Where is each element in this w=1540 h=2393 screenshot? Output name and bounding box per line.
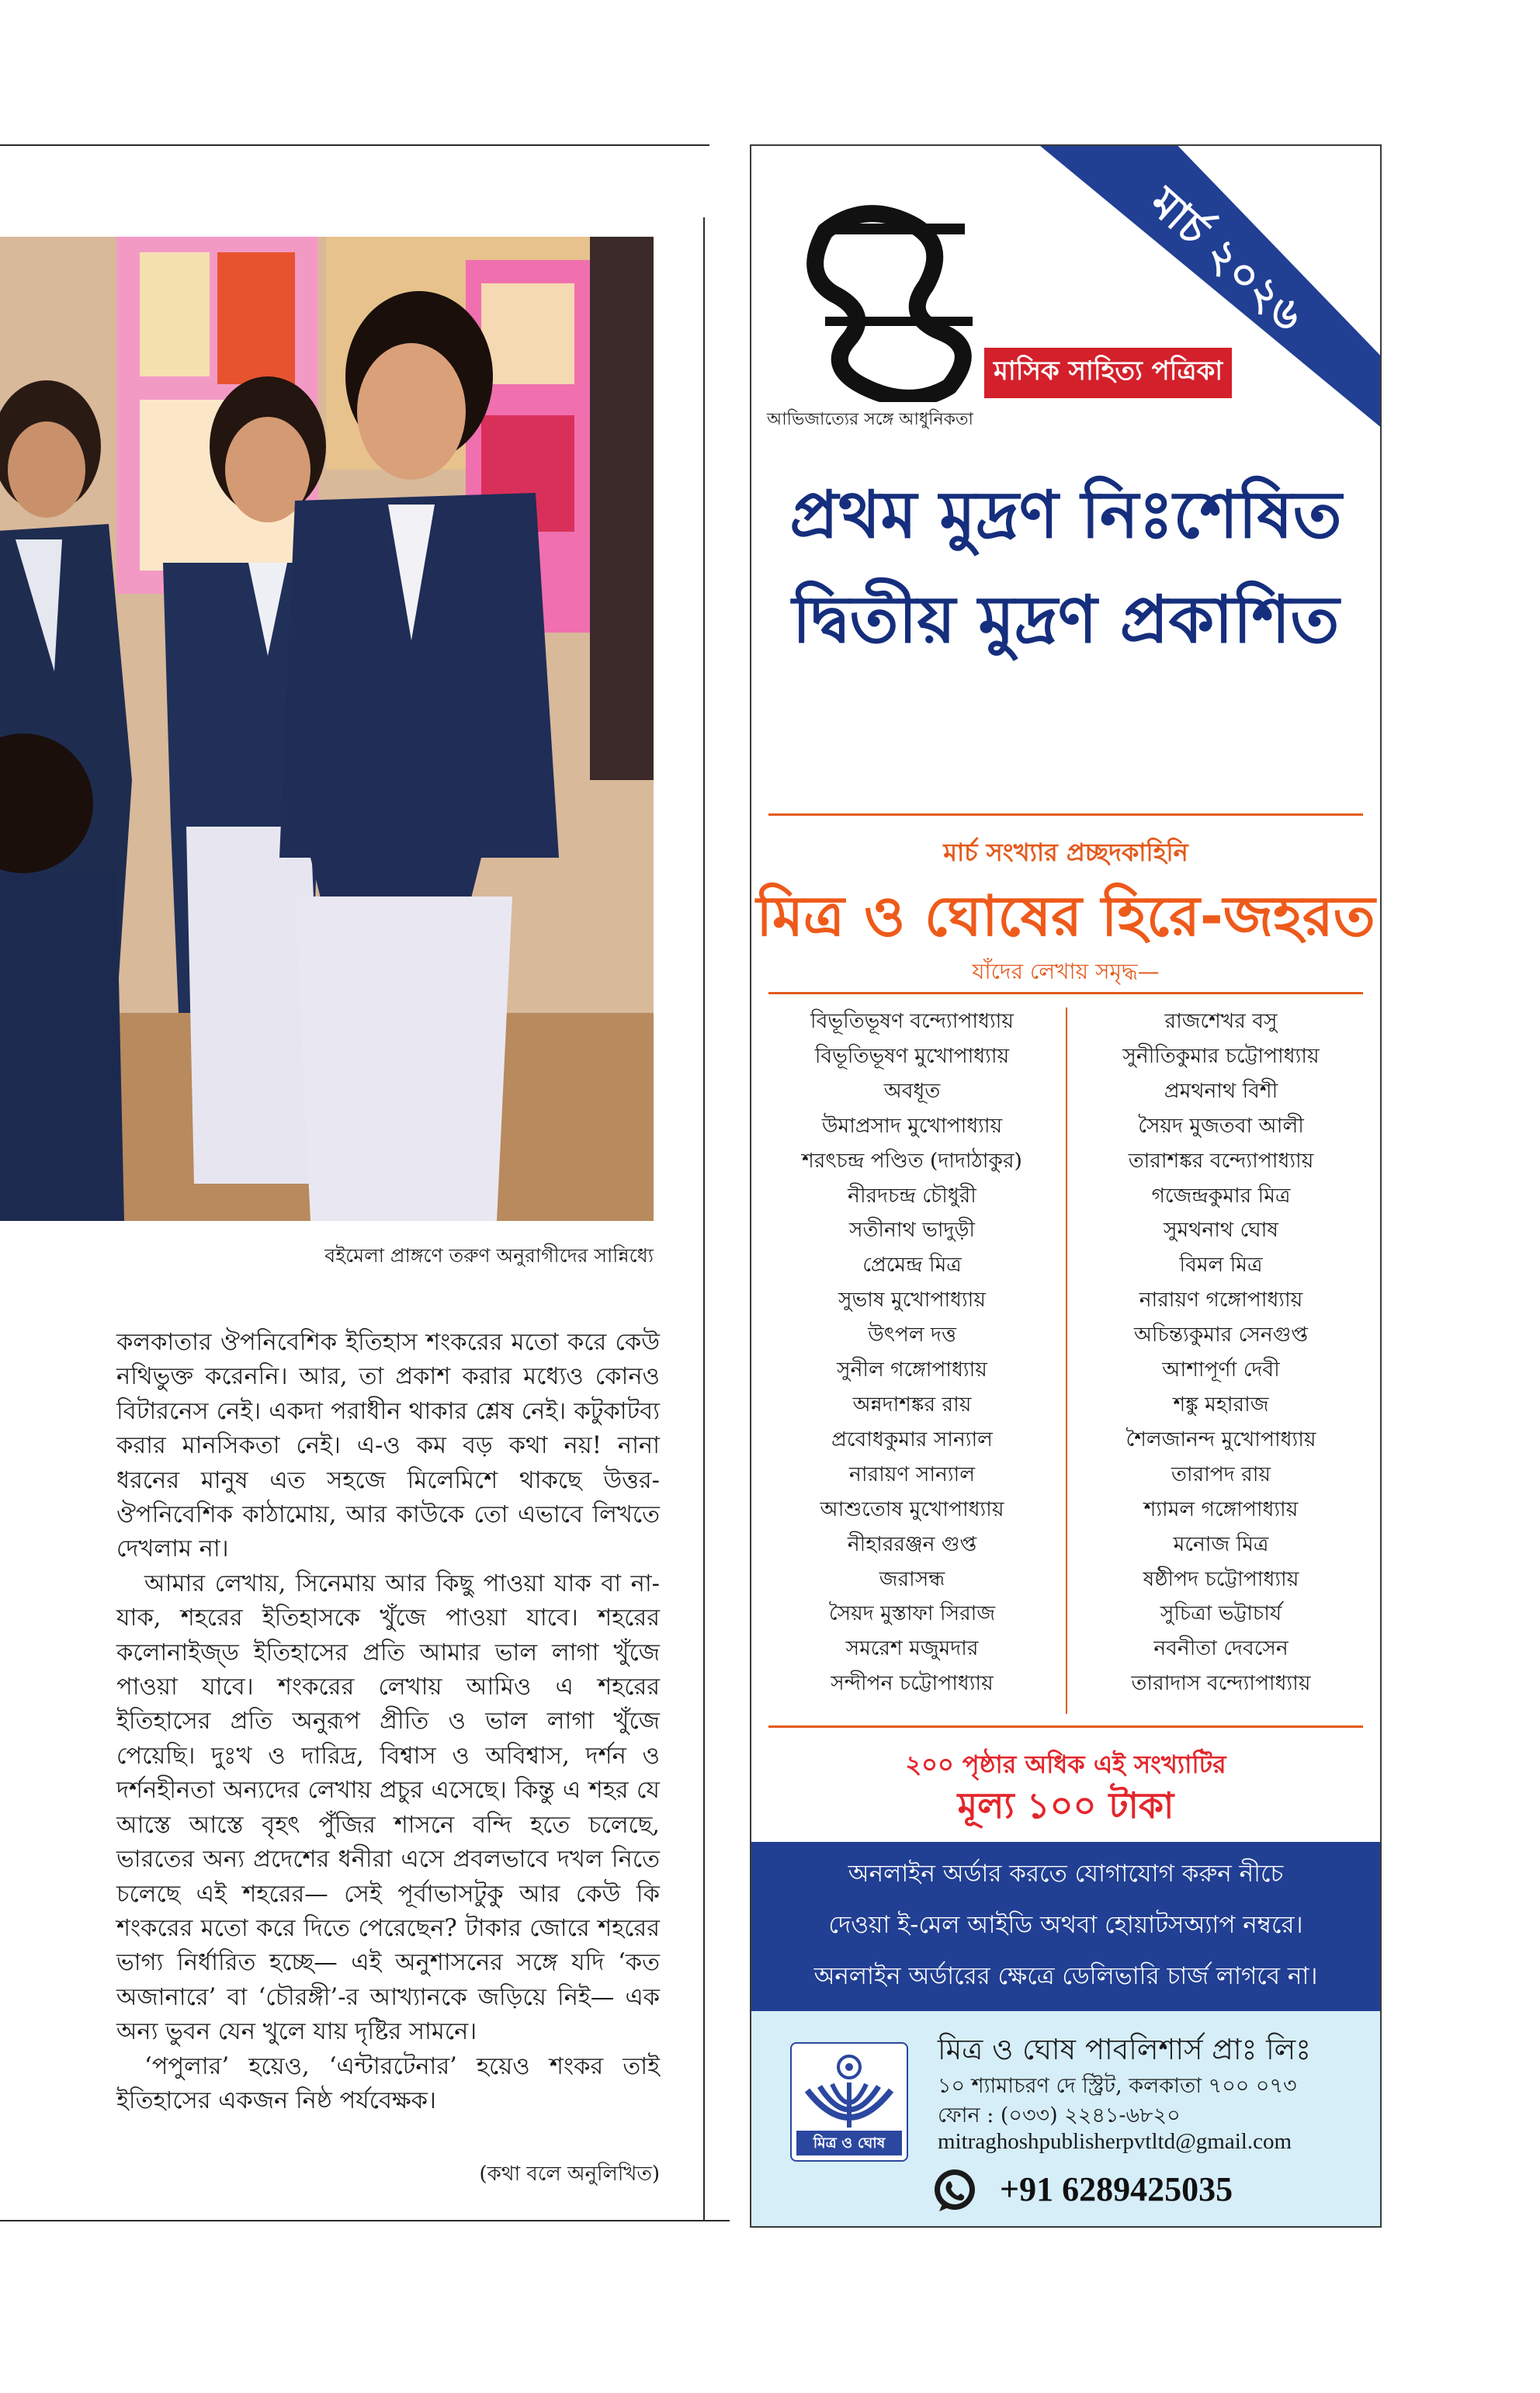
photo-caption: বইমেলা প্রাঙ্গণে তরুণ অনুরাগীদের সান্নিধ্যে <box>324 1244 654 1267</box>
author-name: প্রবোধকুমার সান্যাল <box>831 1427 993 1451</box>
author-name: প্রেমেন্দ্র মিত্র <box>862 1253 962 1278</box>
cover-story-kicker: মার্চ সংখ্যার প্রচ্ছদকাহিনি <box>943 838 1188 867</box>
author-name: নীহাররঞ্জন গুপ্ত <box>847 1531 977 1556</box>
author-name: শঙ্কু মহারাজ <box>1173 1392 1269 1417</box>
author-name: সুমথনাথ ঘোষ <box>1164 1218 1278 1243</box>
author-name: সতীনাথ ভাদুড়ী <box>849 1218 975 1243</box>
page-count-line: ২০০ পৃষ্ঠার অধিক এই সংখ্যাটির <box>905 1750 1226 1779</box>
author-name: শ্যামল গঙ্গোপাধ্যায় <box>1143 1496 1299 1521</box>
order-line: অনলাইন অর্ডার করতে যোগাযোগ করুন নীচে <box>848 1860 1284 1888</box>
publisher-name: মিত্র ও ঘোষ পাবলিশার্স প্রাঃ লিঃ <box>938 2033 1311 2066</box>
contributors-byline: যাঁদের লেখায় সমৃদ্ধ— <box>972 959 1160 984</box>
author-name: অন্নদাশঙ্কর রায় <box>852 1392 972 1417</box>
month-ribbon-text: মার্চ ২০২৬ <box>1139 177 1314 342</box>
orange-divider <box>768 992 1363 994</box>
article-paragraph: ‘পপুলার’ হয়েও, ‘এন্টারটেনার’ হয়েও শংকর তাই ইতিহাসের একজন নিষ্ঠ পর্যবেক্ষক। <box>116 2052 660 2114</box>
publisher-email[interactable]: mitraghoshpublisherpvtltd@gmail.com <box>938 2129 1292 2154</box>
authors-right-column <box>1077 1004 1365 1701</box>
author-name: উমাপ্রসাদ মুখোপাধ্যায় <box>821 1113 1003 1138</box>
cover-story-title: মিত্র ও ঘোষের হিরে-জহরত <box>756 883 1375 949</box>
author-name: সুচিত্রা ভট্টাচার্য <box>1160 1601 1282 1626</box>
article-paragraph: কলকাতার ঔপনিবেশিক ইতিহাস শংকরের মতো করে কেউ নথিভুক্ত করেননি। আর, তা প্রকাশ করার মধ্যেও কোনও বিটারনেস নেই। একদা পরাধীন থাকার শ্লেষ নেই। কটুকাটব্য করার মানসিকতা নেই। এ-ও কম বড় কথা নয়! নানা ধরনের মানুষ এত সহজে মিলেমিশে থাকছে উত্তর-ঔপনিবেশিক কাঠামোয়, আর কাউকে তো এভাবে লিখতে দেখলাম না। <box>116 1329 660 1563</box>
headline-first-print: প্রথম মুদ্রণ নিঃশেষিত <box>789 477 1342 553</box>
bottom-rule <box>0 2220 730 2221</box>
author-name: ষষ্ঠীপদ চট্টোপাধ্যায় <box>1143 1566 1299 1591</box>
author-name: শৈলজানন্দ মুখোপাধ্যায় <box>1126 1427 1316 1451</box>
author-name: মনোজ মিত্র <box>1173 1531 1269 1556</box>
publisher-phone: ফোন : (০৩৩) ২২৪১-৬৮২০ <box>938 2103 1181 2128</box>
headline-second-print: দ্বিতীয় মুদ্রণ প্রকাশিত <box>792 581 1340 657</box>
whatsapp-number[interactable]: +91 6289425035 <box>1000 2170 1233 2208</box>
authors-left-column <box>768 1004 1056 1701</box>
author-name: তারাশঙ্কর বন্দ্যোপাধ্যায় <box>1128 1148 1314 1173</box>
magazine-advertisement <box>750 144 1382 2228</box>
tagline-badge: মাসিক সাহিত্য পত্রিকা <box>984 348 1232 398</box>
author-name: প্রমথনাথ বিশী <box>1164 1078 1278 1103</box>
author-name: জরাসন্ধ <box>879 1566 945 1591</box>
author-name: রাজশেখর বসু <box>1164 1009 1278 1033</box>
author-name: নবনীতা দেবসেন <box>1153 1636 1289 1661</box>
article-paragraph: আমার লেখায়, সিনেমায় আর কিছু পাওয়া যাক বা না-যাক, শহরের ইতিহাসকে খুঁজে পাওয়া যাবে। শহরের কলোনাইজ্ড ইতিহাসের প্রতি আমার ভাল লাগা খুঁজে পাওয়া যাবে। শংকরের লেখায় আমিও এ শহরের ইতিহাসের প্রতি অনুরূপ প্রীতি ও ভাল লাগা খুঁজে পেয়েছি। দুঃখ ও দারিদ্র, বিশ্বাস ও অবিশ্বাস, দর্শন ও দর্শনহীনতা অন্যদের লেখায় প্রচুর এসেছে। কিন্তু এ শহর যে আস্তে আস্তে বৃহৎ পুঁজির শাসনে বন্দি হতে চলেছে, ভারতের অন্য প্রদেশের ধনীরা এসে প্রবলভাবে দখল নিতে চলেছে এই শহরের— সেই পূর্বাভাসটুকু আর কেউ কি শংকরের মতো করে দিতে পেরেছেন? টাকার জোরে শহরের ভাগ্য নির্ধারিত হচ্ছে— এই অনুশাসনের সঙ্গে যদি ‘কত অজানারে’ বা ‘চৌরঙ্গী’-র আখ্যানকে জড়িয়ে নিই— এক অন্য ভুবন যেন খুলে যায় দৃষ্টির সামনে। <box>116 1569 660 2046</box>
order-line: অনলাইন অর্ডারের ক্ষেত্রে ডেলিভারি চার্জ লাগবে না। <box>813 1962 1318 1990</box>
authors-column-divider <box>1066 1007 1067 1714</box>
orange-divider <box>768 1725 1363 1728</box>
author-name: সুভাষ মুখোপাধ্যায় <box>838 1288 986 1313</box>
price-line: মূল্য ১০০ টাকা <box>957 1784 1174 1826</box>
author-name: অচিন্ত্যকুমার সেনগুপ্ত <box>1133 1323 1309 1347</box>
online-order-band <box>751 1842 1380 2011</box>
author-name: নীরদচন্দ্র চৌধুরী <box>848 1183 976 1208</box>
publisher-address: ১০ শ্যামাচরণ দে স্ট্রিট, কলকাতা ৭০০ ০৭৩ <box>938 2074 1297 2098</box>
photo-book-fair-students <box>0 237 654 1221</box>
top-rule <box>0 144 709 146</box>
author-name: বিমল মিত্র <box>1179 1253 1263 1278</box>
author-name: সন্দীপন চট্টোপাধ্যায় <box>831 1671 994 1696</box>
author-name: তারাদাস বন্দ্যোপাধ্যায় <box>1131 1671 1311 1696</box>
author-name: সুনীতিকুমার চট্টোপাধ্যায় <box>1122 1043 1320 1068</box>
author-name: আশাপূর্ণা দেবী <box>1162 1358 1280 1382</box>
article-body <box>116 1326 660 2118</box>
publisher-logo <box>790 2042 908 2162</box>
author-name: অবধূত <box>883 1078 941 1103</box>
author-name: বিভূতিভূষণ মুখোপাধ্যায় <box>814 1043 1010 1068</box>
author-name: আশুতোষ মুখোপাধ্যায় <box>820 1496 1004 1521</box>
author-name: নারায়ণ গঙ্গোপাধ্যায় <box>1139 1288 1303 1313</box>
whatsapp-icon <box>930 2166 980 2216</box>
author-name: সমরেশ মজুমদার <box>845 1636 979 1661</box>
tagline-sub: আভিজাত্যের সঙ্গে আধুনিকতা <box>767 410 973 429</box>
author-name: সৈয়দ মুজতবা আলী <box>1138 1113 1304 1138</box>
orange-divider <box>768 813 1363 816</box>
author-name: গজেন্দ্রকুমার মিত্র <box>1151 1183 1291 1208</box>
publisher-logo-label: মিত্র ও ঘোষ <box>813 2135 886 2152</box>
author-name: শরৎচন্দ্র পণ্ডিত (দাদাঠাকুর) <box>802 1148 1022 1173</box>
article-credit: (কথা বলে অনুলিখিত) <box>479 2162 660 2186</box>
publisher-contact-box <box>751 2011 1380 2226</box>
author-name: উৎপল দত্ত <box>868 1323 956 1347</box>
author-name: সুনীল গঙ্গোপাধ্যায় <box>837 1358 987 1382</box>
author-name: বিভূতিভূষণ বন্দ্যোপাধ্যায় <box>810 1009 1014 1033</box>
author-name: সৈয়দ মুস্তাফা সিরাজ <box>828 1601 996 1626</box>
author-name: তারাপদ রায় <box>1171 1462 1271 1486</box>
order-line: দেওয়া ই-মেল আইডি অথবা হোয়াটসঅ্যাপ নম্বরে। <box>828 1911 1303 1939</box>
author-name: নারায়ণ সান্যাল <box>849 1462 975 1486</box>
column-rule <box>703 217 705 2220</box>
